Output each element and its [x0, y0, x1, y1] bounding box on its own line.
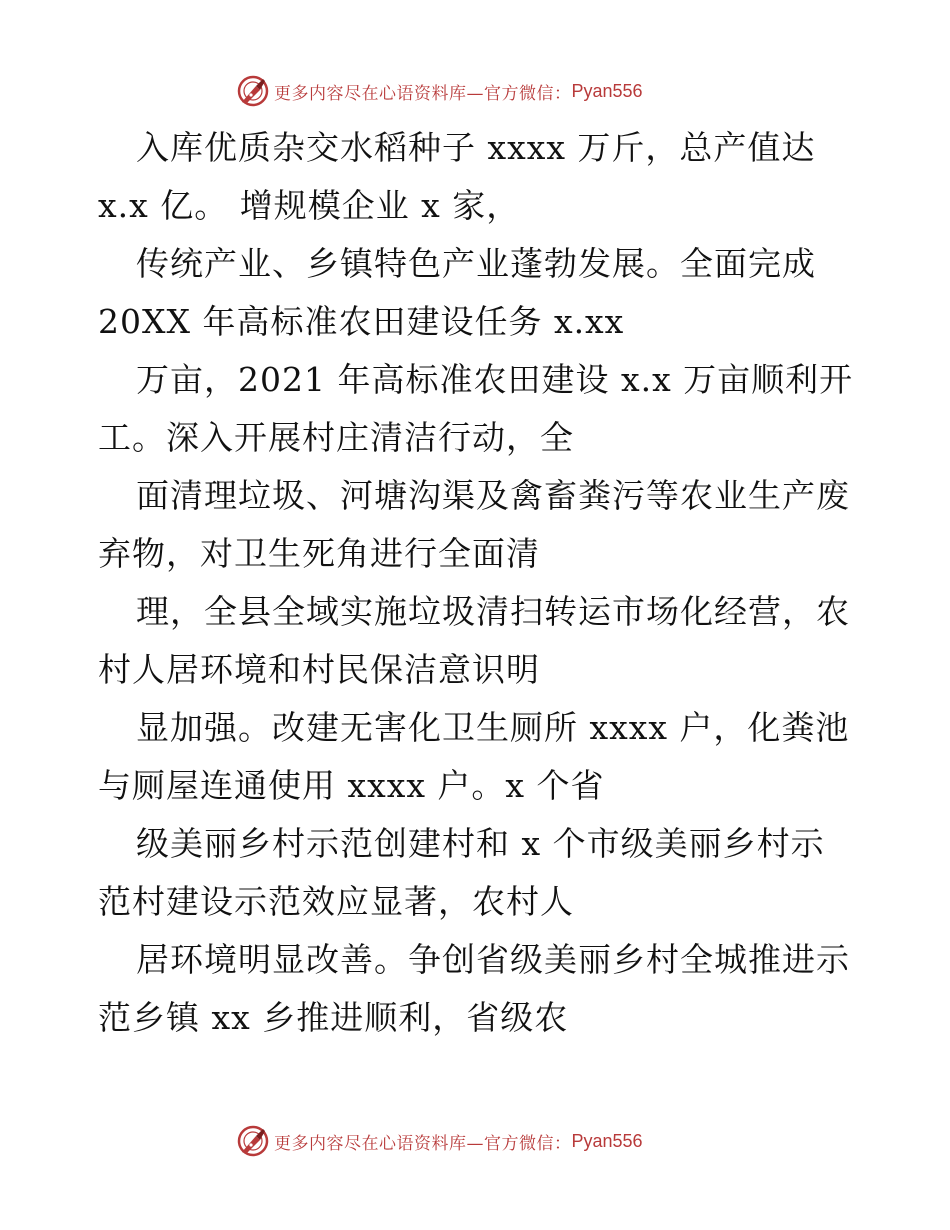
watermark-handle: Pyan556: [571, 80, 643, 101]
body-line: 范村建设示范效应显著，农村人: [98, 882, 574, 921]
body-line: 面清理垃圾、河塘沟渠及禽畜粪污等农业生产废: [136, 476, 850, 515]
footer-watermark: [236, 1124, 643, 1158]
header-watermark: [236, 74, 643, 108]
body-line: x.x 亿。 增规模企业 x 家，: [98, 186, 521, 225]
body-line: 弃物，对卫生死角进行全面清: [98, 534, 540, 573]
watermark-handle: Pyan556: [571, 1130, 643, 1151]
body-line: 居环境明显改善。争创省级美丽乡村全城推进示: [136, 940, 850, 979]
body-line: 级美丽乡村示范创建村和 x 个市级美丽乡村示: [136, 824, 825, 863]
watermark-text: 更多内容尽在心语资料库—官方微信：: [274, 1133, 572, 1154]
body-line: 20XX 年高标准农田建设任务 x.xx: [98, 302, 625, 341]
body-line: 工。深入开展村庄清洁行动，全: [98, 418, 574, 457]
body-line: 万亩，2021 年高标准农田建设 x.x 万亩顺利开: [136, 360, 854, 399]
body-line: 范乡镇 xx 乡推进顺利，省级农: [98, 998, 569, 1037]
pen-nib-logo-icon: [236, 1124, 270, 1158]
pen-nib-logo-icon: [236, 74, 270, 108]
body-line: 与厕屋连通使用 xxxx 户。x 个省: [98, 766, 605, 805]
body-line: 传统产业、乡镇特色产业蓬勃发展。全面完成: [136, 244, 816, 283]
body-line: 显加强。改建无害化卫生厕所 xxxx 户，化粪池: [136, 708, 850, 747]
body-line: 入库优质杂交水稻种子 xxxx 万斤，总产值达: [136, 128, 816, 167]
watermark-text: 更多内容尽在心语资料库—官方微信：: [274, 83, 572, 104]
body-line: 村人居环境和村民保洁意识明: [98, 650, 540, 689]
body-line: 理，全县全域实施垃圾清扫转运市场化经营，农: [136, 592, 850, 631]
